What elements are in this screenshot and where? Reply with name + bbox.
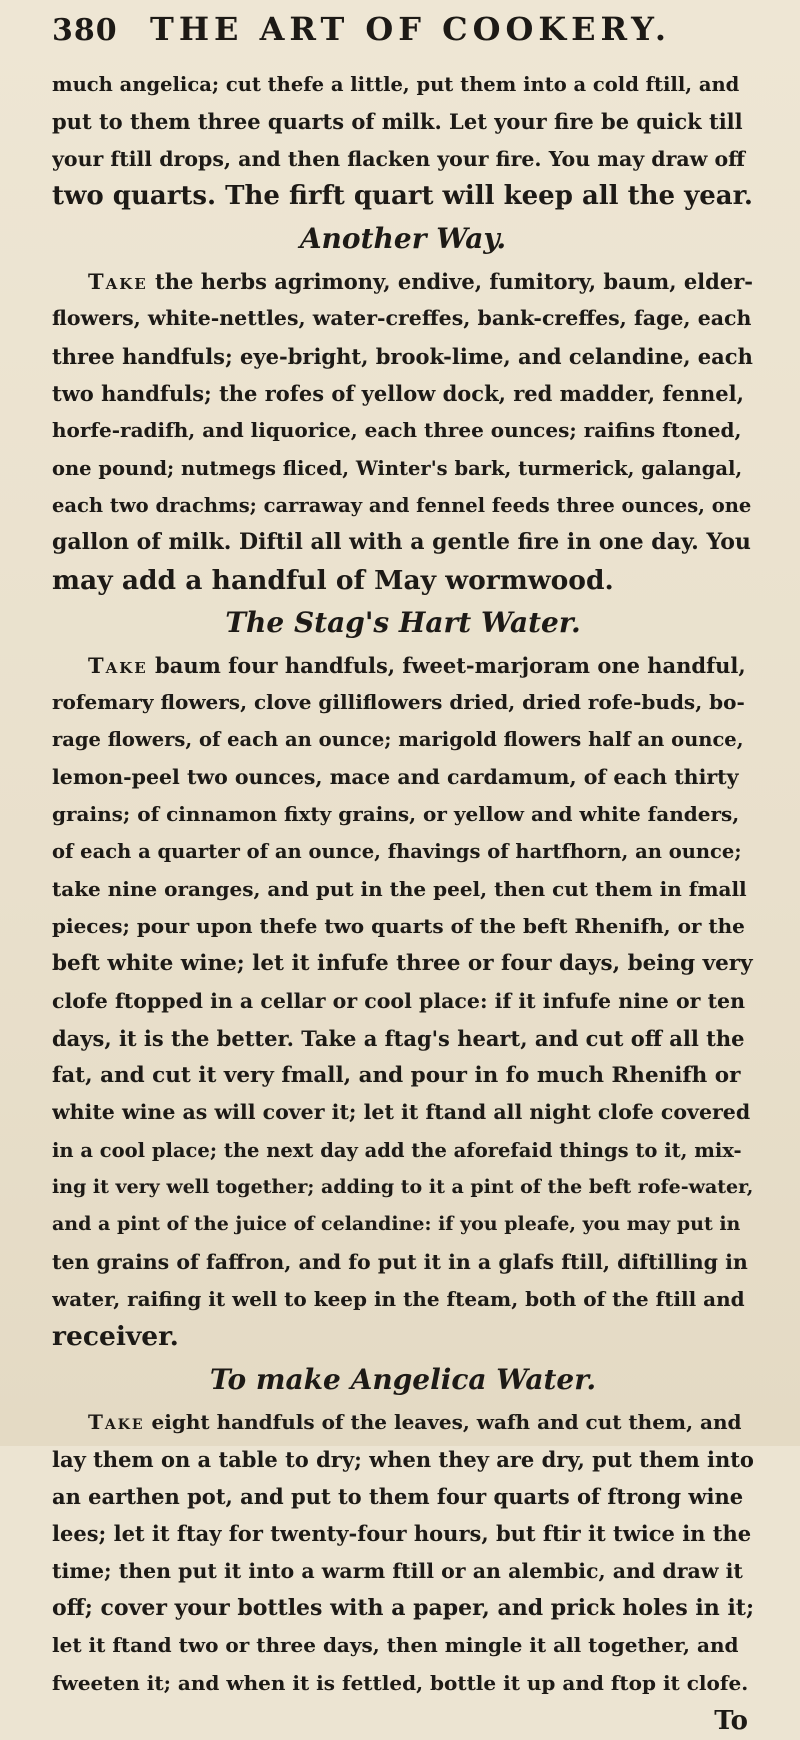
- text-line: two handfuls; the rofes of yellow dock, red madder, fennel,: [52, 381, 744, 407]
- running-title: THE ART OF COOKERY.: [150, 10, 672, 48]
- text-line: baum four handfuls, fweet-marjoram one handful,: [147, 652, 746, 678]
- recipe-heading: To make Angelica Water.: [209, 1362, 597, 1396]
- page-header: [52, 10, 754, 66]
- text-line: water, raifing it well to keep in the fteam, both of the ftill and: [52, 1286, 745, 1311]
- text-line: two quarts. The firft quart will keep all the year.: [52, 180, 753, 211]
- text-line: lemon-peel two ounces, mace and cardamum, of each thirty: [52, 764, 739, 789]
- first-word: Take: [88, 269, 148, 295]
- text-line: receiver.: [52, 1321, 179, 1353]
- recipe-heading: The Stag's Hart Water.: [225, 605, 581, 639]
- text-line: in a cool place; the next day add the aforefaid things to it, mix-: [52, 1138, 742, 1162]
- text-line: off; cover your bottles with a paper, and prick holes in it;: [52, 1594, 754, 1621]
- text-line: of each a quarter of an ounce, fhavings of hartfhorn, an ounce;: [52, 840, 742, 864]
- text-line: ten grains of faffron, and fo put it in a glafs ftill, diftilling in: [52, 1249, 748, 1274]
- text-line: the herbs agrimony, endive, fumitory, baum, elder-: [147, 269, 753, 295]
- text-line: rofemary flowers, clove gilliflowers dried, dried rofe-buds, bo-: [52, 690, 745, 715]
- page-number: 380: [52, 13, 118, 48]
- text-line: let it ftand two or three days, then mingle it all together, and: [52, 1633, 739, 1658]
- text-line: put to them three quarts of milk. Let your fire be quick till: [52, 109, 743, 135]
- text-line: gallon of milk. Diftil all with a gentle fire in one day. You: [52, 529, 751, 556]
- text-line: fat, and cut it very fmall, and pour in fo much Rhenifh or: [52, 1063, 741, 1089]
- text-line: pieces; pour upon thefe two quarts of the beft Rhenifh, or the: [52, 913, 745, 938]
- text-line: may add a handful of May wormwood.: [52, 564, 614, 596]
- text-line: lees; let it ftay for twenty-four hours, but ftir it twice in the: [52, 1521, 752, 1547]
- text-line: clofe ftopped in a cellar or cool place: if it infufe nine or ten: [52, 988, 746, 1013]
- text-line: each two drachms; carraway and fennel feeds three ounces, one: [52, 493, 752, 517]
- text-line: white wine as will cover it; let it ftand all night clofe covered: [52, 1100, 751, 1125]
- text-line: horfe-radifh, and liquorice, each three ounces; raifins ftoned,: [52, 418, 742, 443]
- text-line: three handfuls; eye-bright, brook-lime, and celandine, each: [52, 343, 753, 369]
- text-line: time; then put it into a warm ftill or an alembic, and draw it: [52, 1558, 743, 1583]
- text-line: ing it very well together; adding to it a pint of the beft rofe-water,: [52, 1176, 754, 1199]
- first-word: Take: [88, 652, 148, 678]
- text-line: your ftill drops, and then flacken your fire. You may draw off: [52, 146, 745, 171]
- text-line: an earthen pot, and put to them four quarts of ftrong wine: [52, 1484, 744, 1510]
- first-word: Take: [88, 1409, 145, 1434]
- recipe-heading: Another Way.: [299, 222, 507, 256]
- body-text: [52, 66, 754, 1702]
- text-line: lay them on a table to dry; when they are dry, put them into: [52, 1446, 754, 1472]
- text-line: one pound; nutmegs fliced, Winter's bark, turmerick, galangal,: [52, 456, 743, 480]
- text-line: days, it is the better. Take a ftag's heart, and cut off all the: [52, 1025, 745, 1051]
- text-line: take nine oranges, and put in the peel, then cut them in fmall: [52, 876, 747, 901]
- text-line: much angelica; cut thefe a little, put them into a cold ftill, and: [52, 73, 740, 96]
- text-line: flowers, white-nettles, water-creffes, bank-creffes, fage, each: [52, 306, 752, 331]
- catchword: To: [714, 1705, 748, 1736]
- text-line: and a pint of the juice of celandine: if you pleafe, you may put in: [52, 1213, 741, 1236]
- text-line: fweeten it; and when it is fettled, bottle it up and ftop it clofe.: [52, 1670, 749, 1695]
- text-line: eight handfuls of the leaves, wafh and cut them, and: [144, 1409, 742, 1434]
- text-line: grains; of cinnamon fixty grains, or yellow and white fanders,: [52, 802, 740, 827]
- text-line: beft white wine; let it infufe three or four days, being very: [52, 951, 753, 977]
- text-line: rage flowers, of each an ounce; marigold flowers half an ounce,: [52, 728, 744, 752]
